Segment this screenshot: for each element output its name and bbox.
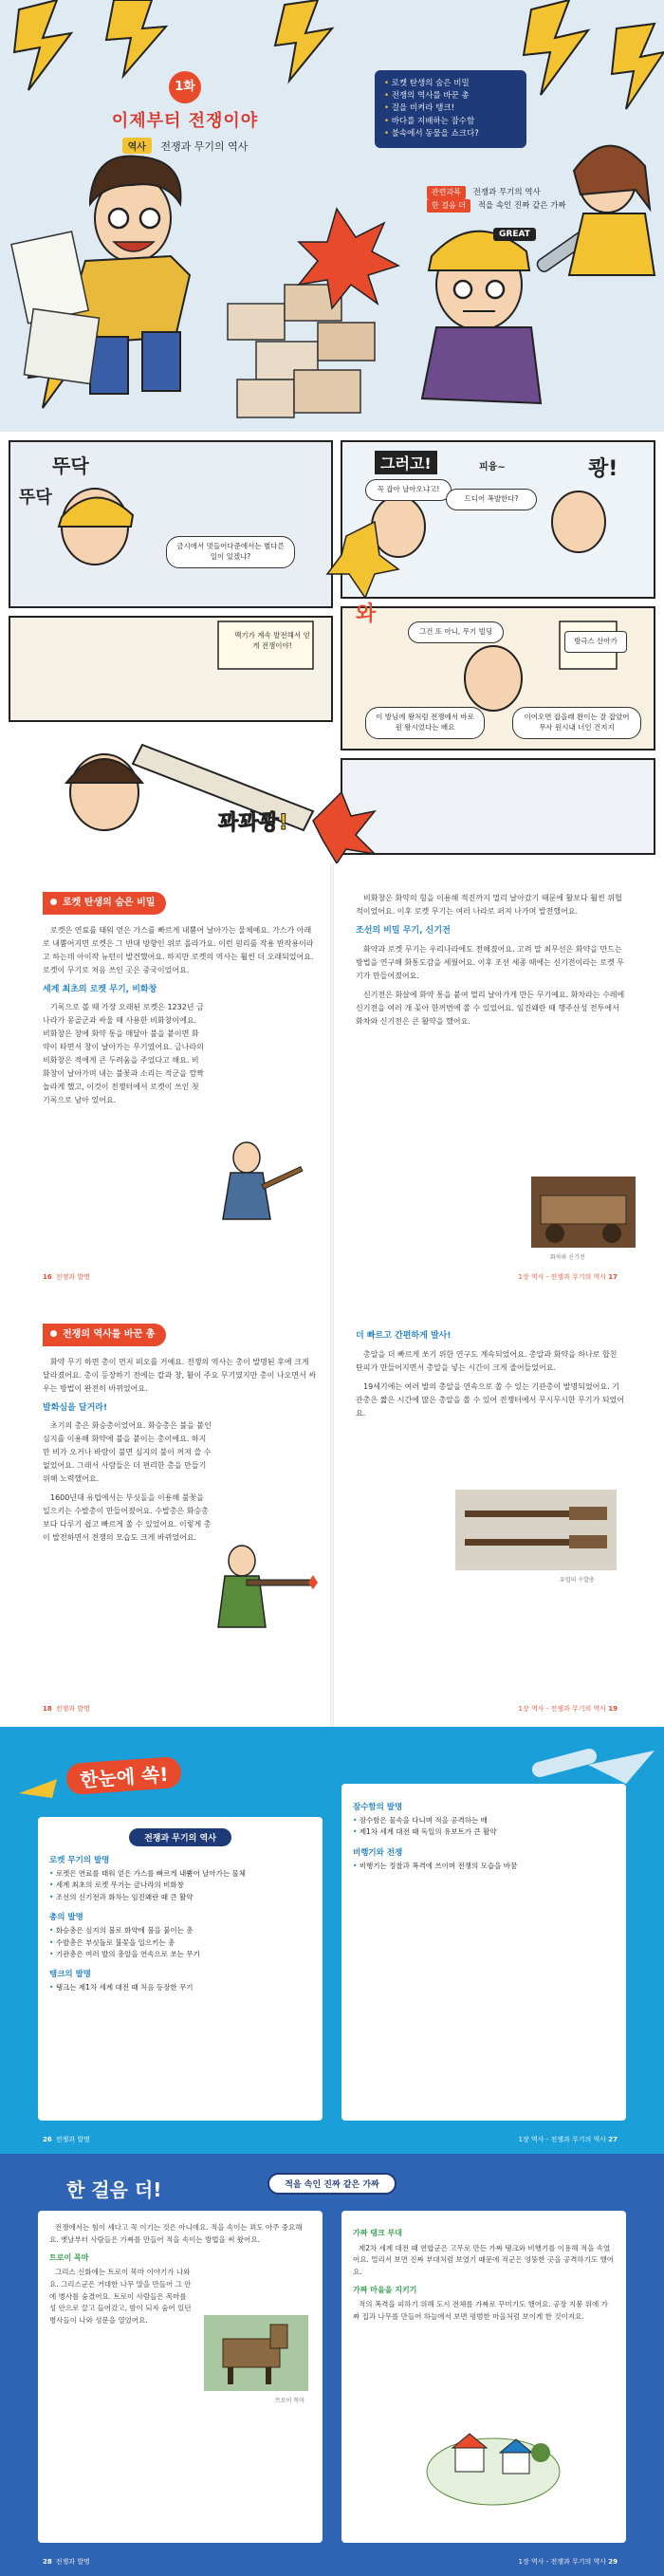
- paragraph: 적의 폭격을 피하기 위해 도시 전체를 가짜로 꾸미기도 했어요. 공장 지붕 위에 가짜 집과 나무를 만들어 하늘에서 보면 평범한 마을처럼 보이게 한 것이지요.: [353, 2300, 608, 2322]
- meta-row: [427, 199, 617, 213]
- right-column: [353, 2222, 614, 2328]
- summary-group-title: 총의 발명: [49, 1913, 83, 1923]
- subject-tag: 역사: [122, 138, 152, 154]
- left-column: [43, 892, 318, 1113]
- sfx-kwang: 쾅!: [588, 457, 618, 481]
- speech-bubble: 드디어 폭발한다?: [446, 489, 537, 510]
- toc-item: • 로켓 탄생의 숨은 비밀: [384, 78, 517, 90]
- toc-item: • 바다를 지배하는 잠수함: [384, 116, 517, 128]
- text-spread-rockets: [0, 863, 664, 1295]
- summary-item: • 화승총은 심지의 불로 화약에 불을 붙이는 총: [49, 1925, 311, 1937]
- paragraph: 화약 무기 하면 총이 먼저 떠오를 거예요. 전쟁의 역사는 총이 발명된 후에 크게 달라졌어요. 총이 등장하기 전에는 칼과 창, 활이 주요 무기였지만 총이 나오면서 싸우는 방법이 완전히 바뀌었어요.: [43, 1357, 317, 1393]
- sub-heading: 가짜 마을을 지키기: [353, 2285, 417, 2294]
- speech-bubble: 이 방님에 왕처럼 전쟁에서 바로 원 왕시었다는 배요: [365, 707, 485, 739]
- speech-bubble: 그건 또 아니, 무기 빌딩: [408, 621, 504, 643]
- summary-group-title: 비행기와 전쟁: [353, 1847, 403, 1858]
- left-column: [43, 1324, 318, 1550]
- sfx-piyung: 피융~: [479, 462, 506, 473]
- sfx-kkwakkwakwang: 꽈꽈꽝!: [218, 811, 288, 835]
- paragraph: 신기전은 화살에 화약 통을 붙여 멀리 날아가게 만든 무기예요. 화차라는 수레에 신기전을 여러 개 꽂아 한꺼번에 쏠 수 있었어요. 임진왜란 때 행주산성 전투에서 화차와 신기전은 큰 활약을 했어요.: [356, 990, 625, 1026]
- episode-badge: 1화: [169, 71, 201, 103]
- photo-caption: 트로이 목마: [275, 2398, 304, 2404]
- text-spread-guns: [0, 1295, 664, 1727]
- meta-row: [427, 186, 617, 199]
- speech-bubble: 이어오면 잡을래 완이는 잘 잡았어 무사 원시내 너인 건지지: [512, 707, 641, 739]
- meta-tag: 관련과목: [427, 186, 466, 199]
- summary-item: • 세계 최초의 로켓 무기는 금나라의 비화창: [49, 1880, 311, 1891]
- folio-left: 18 전쟁과 발명: [43, 1705, 90, 1713]
- episode-subject: [90, 138, 280, 154]
- summary-item: • 제1차 세계 대전 때 독일의 유보트가 큰 활약: [353, 1826, 615, 1838]
- sub-heading: 세계 최초의 로켓 무기, 비화창: [43, 984, 157, 994]
- paragraph: 제2차 세계 대전 때 연합군은 고무로 만든 가짜 탱크와 비행기를 이용해 적을 속였어요. 멀리서 보면 진짜 부대처럼 보였기 때문에 적군은 엉뚱한 곳을 공격하기도 했어요.: [353, 2243, 614, 2277]
- summary-group-title: 탱크의 발명: [49, 1970, 92, 1980]
- summary-card-right: [341, 1784, 626, 2121]
- right-column: [356, 892, 626, 1034]
- subject-text: 전쟁과 무기의 역사: [160, 140, 249, 153]
- toc-item: • 걸을 비켜라 탱크!: [384, 102, 517, 115]
- summary-strip: 전쟁과 무기의 역사: [129, 1828, 231, 1846]
- table-of-contents: [375, 70, 526, 148]
- speech-bubble: 금시에서 멋들어다준에서는 별다른 일이 있겠냐?: [166, 536, 295, 568]
- one-more-badge: 한 걸음 더!: [66, 2178, 162, 2201]
- page-fold: [330, 1295, 334, 1727]
- episode-title: 이제부터 전쟁이야: [111, 111, 259, 131]
- paragraph: 화약과 로켓 무기는 우리나라에도 전해졌어요. 고려 말 최무선은 화약을 만드는 방법을 연구해 화통도감을 세웠어요. 이후 조선 세종 때에는 신기전이라는 로켓 무기가 만들어졌어요.: [356, 944, 624, 980]
- sfx-ttudak-1: 뚜닥: [52, 454, 89, 477]
- meta-value: 적을 속인 진짜 같은 가짜: [477, 201, 566, 212]
- folio-right: 1장 역사 - 전쟁과 무기의 역사 27: [518, 2136, 618, 2143]
- cover-illustration: [0, 0, 664, 432]
- speech-bubble: 꼭 잡아 날아오냐고!: [365, 479, 452, 501]
- episode-title-box: [90, 71, 280, 154]
- toc-item: • 불속에서 동물을 쇼크다?: [384, 128, 517, 140]
- fake-village-illustration: [422, 2405, 564, 2510]
- paragraph: 그리스 신화에는 트로이 목마 이야기가 나와요. 그리스군은 거대한 나무 말을 만들어 그 안에 병사를 숨겼어요. 트로이 사람들은 목마를 성 안으로 끌고 들어갔고, 밤이 되자 숨어 있던 병사들이 나와 성문을 열었어요.: [49, 2268, 192, 2326]
- toc-item: • 전쟁의 역사를 바꾼 총: [384, 90, 517, 102]
- summary-item: • 수발총은 부싯돌로 불꽃을 일으키는 총: [49, 1937, 311, 1949]
- paragraph: 기록으로 볼 때 가장 오래된 로켓은 1232년 금나라가 몽골군과 싸울 때 사용한 비화창이에요. 비화창은 창에 화약 통을 매달아 불을 붙이면 화약이 타면서 창이 날아가는 무기였어요. 금나라의 비화창은 적에게 큰 두려움을 주었다고 해요. 비화창이 날아가며 내는 불꽃과 소리는 적군을 깜짝 놀라게 했고, 이것이 전쟁터에서 로켓이 쓰인 첫 기록으로 남아 있어요.: [43, 1003, 204, 1105]
- folio-left: 26 전쟁과 발명: [43, 2136, 90, 2143]
- sub-heading: 가짜 탱크 부대: [353, 2229, 402, 2237]
- paragraph: 초기의 총은 화승총이었어요. 화승총은 불을 붙인 심지를 이용해 화약에 불을 붙이는 총이에요. 하지만 비가 오거나 바람이 불면 심지의 불이 꺼져 쓸 수 없었어요. 그래서 사람들은 더 편리한 총을 만들기 위해 노력했어요.: [43, 1421, 212, 1484]
- musketeer-illustration: [194, 1532, 318, 1646]
- summary-group-title: 잠수함의 발명: [353, 1803, 403, 1812]
- sub-heading: 더 빠르고 간편하게 발사!: [356, 1331, 452, 1341]
- flintlock-photo: [455, 1490, 617, 1570]
- section-heading: 전쟁의 역사를 바꾼 총: [43, 1324, 166, 1346]
- meta-tag: 한 걸음 더: [427, 199, 470, 213]
- paragraph: 총알을 더 빠르게 쏘기 위한 연구도 계속되었어요. 총알과 화약을 하나로 합친 탄피가 만들어지면서 총알을 넣는 시간이 크게 줄어들었어요.: [356, 1349, 618, 1372]
- sub-heading: 트로이 목마: [49, 2252, 89, 2262]
- speech-bubble: 방극스 산아가: [564, 631, 627, 653]
- right-column: [356, 1324, 626, 1426]
- section-heading: 로켓 탄생의 숨은 비밀: [43, 892, 166, 915]
- summary-group-title: 로켓 무기의 발명: [49, 1856, 110, 1865]
- folio-left: 16 전쟁과 발명: [43, 1273, 90, 1281]
- folio-right: 1장 역사 - 전쟁과 무기의 역사 19: [518, 1705, 618, 1713]
- sfx-geureogo: 그러고!: [375, 451, 437, 474]
- trojan-horse-photo: [204, 2315, 308, 2391]
- topic-pill: 적을 속인 진짜 같은 가짜: [0, 2173, 664, 2195]
- folio-right: 1장 역사 - 전쟁과 무기의 역사 29: [518, 2558, 618, 2566]
- summary-item: • 잠수함은 물속을 다니며 적을 공격하는 배: [353, 1815, 615, 1826]
- photo-caption: 유럽의 수발총: [560, 1577, 595, 1584]
- folio-right: 1장 역사 - 전쟁과 무기의 역사 17: [518, 1273, 618, 1281]
- sfx-ttudak-2: 뚜닥: [19, 488, 52, 508]
- summary-badge: 한눈에 쏙!: [65, 1756, 182, 1795]
- one-more-section: [0, 2154, 664, 2576]
- archer-illustration: [194, 1129, 308, 1233]
- summary-section: [0, 1727, 664, 2154]
- paragraph: 로켓은 연료를 태워 얻은 가스를 빠르게 내뿜어 날아가는 물체예요. 가스가 아래로 내뿜어지면 로켓은 그 반대 방향인 위로 올라가요. 이런 원리를 작용 반작용이라고 하는데 아이작 뉴턴이 발견했어요. 하지만 로켓의 역사는 훨씬 더 오래되었어요. 로켓이 무기로 처음 쓰인 곳은 중국이었어요.: [43, 925, 314, 974]
- comic-section: [0, 432, 664, 863]
- summary-item: • 로켓은 연료를 태워 얻은 가스를 빠르게 내뿜어 날아가는 물체: [49, 1868, 311, 1880]
- summary-item: • 조선의 신기전과 화차는 임진왜란 때 큰 활약: [49, 1892, 311, 1903]
- paragraph: 전쟁에서는 힘이 세다고 꼭 이기는 것은 아니에요. 적을 속이는 꾀도 아주 중요해요. 옛날부터 사람들은 가짜를 만들어 적을 속이는 방법을 써 왔어요.: [49, 2223, 303, 2244]
- paragraph: 19세기에는 여러 발의 총알을 연속으로 쏠 수 있는 기관총이 발명되었어요. 기관총은 짧은 시간에 많은 총알을 쏠 수 있어 전쟁터에서 무시무시한 무기가 되었어요.: [356, 1381, 624, 1418]
- sign-text: 맥기가 계속 발전해서 얻게 전쟁이야!: [234, 631, 310, 650]
- book-sign: GREAT: [493, 228, 536, 241]
- summary-item: • 기관총은 여러 발의 총알을 연속으로 쏘는 무기: [49, 1949, 311, 1960]
- paragraph: 1600년대 유럽에서는 부싯돌을 이용해 불꽃을 일으키는 수발총이 만들어졌어요. 수발총은 화승총보다 다루기 쉽고 빠르게 쏠 수 있었어요. 이렇게 총이 발전하면서 전쟁의 모습도 크게 바뀌었어요.: [43, 1493, 212, 1543]
- hwacha-photo: [531, 1177, 636, 1248]
- cover-section: [0, 0, 664, 432]
- summary-item: • 탱크는 제1차 세계 대전 때 처음 등장한 무기: [49, 1982, 311, 1993]
- summary-item: • 비행기는 정찰과 폭격에 쓰이며 전쟁의 모습을 바꿈: [353, 1861, 615, 1872]
- paragraph: 비화창은 화약의 힘을 이용해 적진까지 멀리 날아갔기 때문에 활보다 훨씬 위협적이었어요. 이후 로켓 무기는 여러 나라로 퍼져 나가며 발전했어요.: [356, 894, 622, 916]
- summary-card-left: [38, 1817, 323, 2121]
- photo-caption: 화차와 신기전: [550, 1254, 585, 1261]
- page-fold: [330, 863, 334, 1295]
- folio-left: 28 전쟁과 발명: [43, 2558, 90, 2566]
- sub-heading: 조선의 비밀 무기, 신기전: [356, 926, 451, 936]
- meta-value: 전쟁과 무기의 역사: [472, 188, 541, 197]
- sub-heading: 발화심을 달거라!: [43, 1402, 108, 1413]
- sfx-wa: 와: [356, 602, 377, 626]
- episode-meta: [427, 186, 617, 213]
